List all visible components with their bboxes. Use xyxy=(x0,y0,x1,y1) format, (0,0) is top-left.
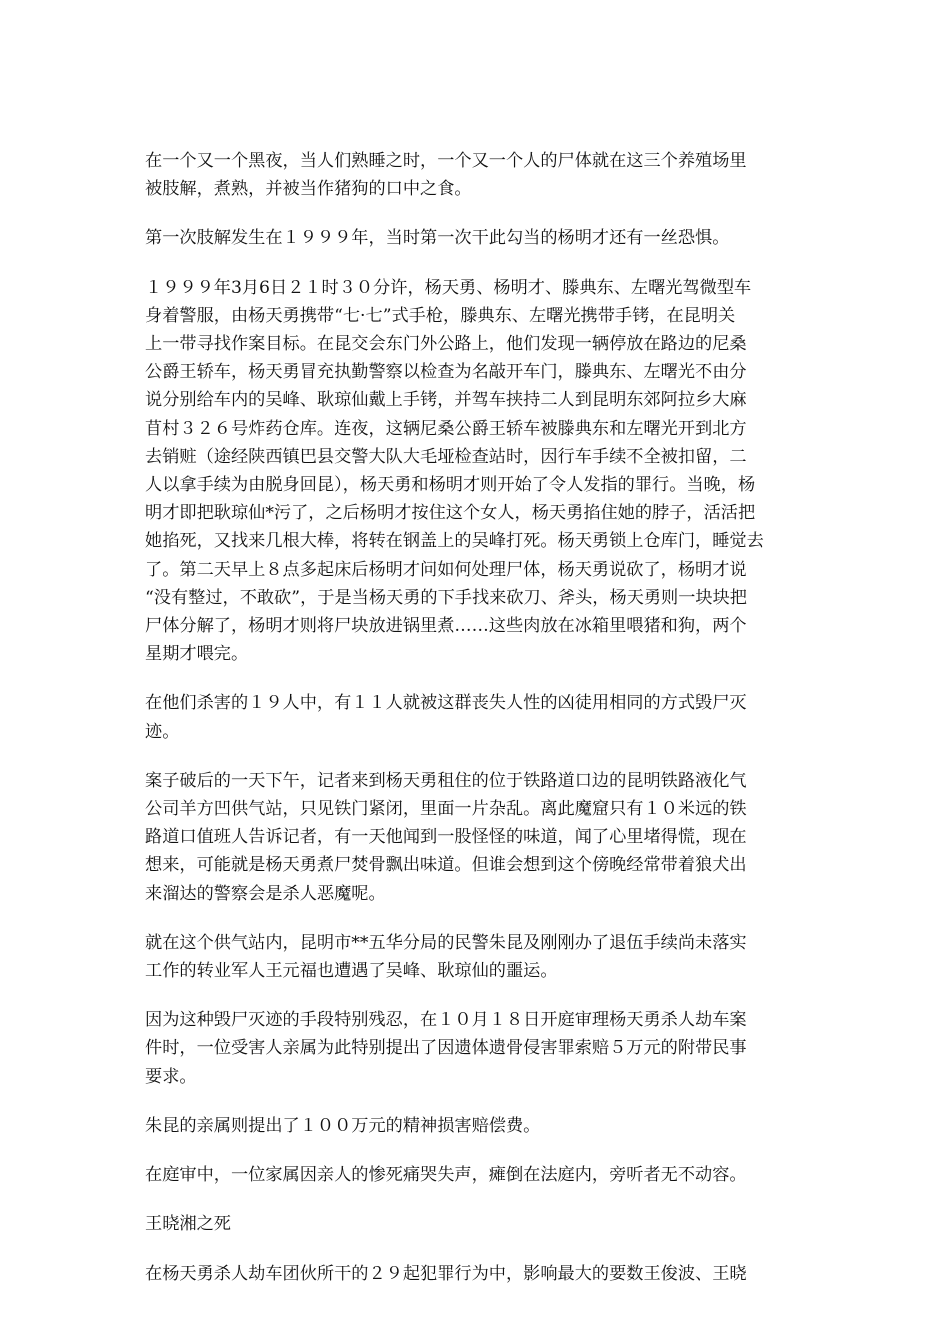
section-heading: 王晓湘之死 xyxy=(145,1214,231,1235)
paragraph-reporter-visit: 案子破后的一天下午，记者来到杨天勇租住的位于铁路道口边的昆明铁路液化气 公司羊方凹供气站，只见铁门紧闭，里面一片杂乱。离此魔窟只有１０米远的铁 路道口值班人告诉记者，有一天他闻到一股怪怪的味道，闻了心里堵得慌，现在 想来，可能就是杨天勇煮尸焚骨飘出味道。但谁会想到这个傍晚经常带着狼犬出 来溜达的警察会是杀人恶魔呢。 xyxy=(145,770,747,904)
paragraph-trial-claim: 因为这种毁尸灭迹的手段特别残忍，在１０月１８日开庭审理杨天勇杀人劫车案 件时，一位受害人亲属为此特别提出了因遗体遗骨侵害罪索赔５万元的附带民事 要求。 xyxy=(145,1010,747,1087)
paragraph-courtroom: 在庭审中，一位家属因亲人的惨死痛哭失声，瘫倒在法庭内，旁听者无不动容。 xyxy=(145,1165,747,1186)
document-body xyxy=(145,147,810,1309)
paragraph-gas-station: 就在这个供气站内，昆明市**五华分局的民警朱昆及刚刚办了退伍手续尚未落实 工作的转业军人王元福也遭遇了吴峰、耿琼仙的噩运。 xyxy=(145,932,747,982)
paragraph-night-dismemberment: 在一个又一个黑夜，当人们熟睡之时，一个又一个人的尸体就在这三个养殖场里 被肢解，煮熟，并被当作猪狗的口中之食。 xyxy=(145,151,747,200)
paragraph-crime-summary: 在杨天勇杀人劫车团伙所干的２９起犯罪行为中，影响最大的要数王俊波、王晓 xyxy=(145,1263,747,1284)
paragraph-compensation: 朱昆的亲属则提出了１００万元的精神损害赔偿费。 xyxy=(145,1115,541,1136)
paragraph-first-dismemberment: 第一次肢解发生在１９９９年，当时第一次干此勾当的杨明才还有一丝恐惧。 xyxy=(145,228,730,249)
paragraph-crime-account: １９９９年3月6日２１时３０分许，杨天勇、杨明才、滕典东、左曙光驾微型车 身着警服，由杨天勇携带“七·七”式手枪，滕典东、左曙光携带手铐，在昆明关 上一带寻找作案目标。在昆交会东门外公路上，他们发现一辆停放在路边的尼桑 公爵王轿车，杨天勇冒充执勤警察以检查为名敲开车门，滕典东、左曙光不由分 说分别给车内的吴峰、耿琼仙戴上手铐，并驾车挟持二人到昆明东郊阿拉乡大麻 苜村３２６号炸药仓库。连夜，这辆尼桑公爵王轿车被滕典东和左曙光开到北方 去销赃（途经陕西镇巴县交警大队大毛垭检查站时，因行车手续不全被扣留，二 人以拿手续为由脱身回昆），杨天勇和杨明才则开始了令人发指的罪行。当晚，杨 明才即把耿琼仙*污了，之后杨明才按住这个女人，杨天勇掐住她的脖子，活活把 她掐死，又找来几根大棒，将转在钢盖上的吴峰打死。杨天勇锁上仓库门，睡觉去 了。第二天早上８点多起床后杨明才问如何处理尸体，杨天勇说砍了，杨明才说 “没有整过，不敢砍”，于是当杨天勇的下手找来砍刀、斧头，杨天勇则一块块把 尸体分解了，杨明才则将尸块放进锅里煮……这些肉放在冰箱里喂猪和狗，两个 星期才喂完。 xyxy=(145,277,764,665)
paragraph-victim-count: 在他们杀害的１９人中，有１１人就被这群丧失人性的凶徒用相同的方式毁尸灭 迹。 xyxy=(145,693,747,742)
